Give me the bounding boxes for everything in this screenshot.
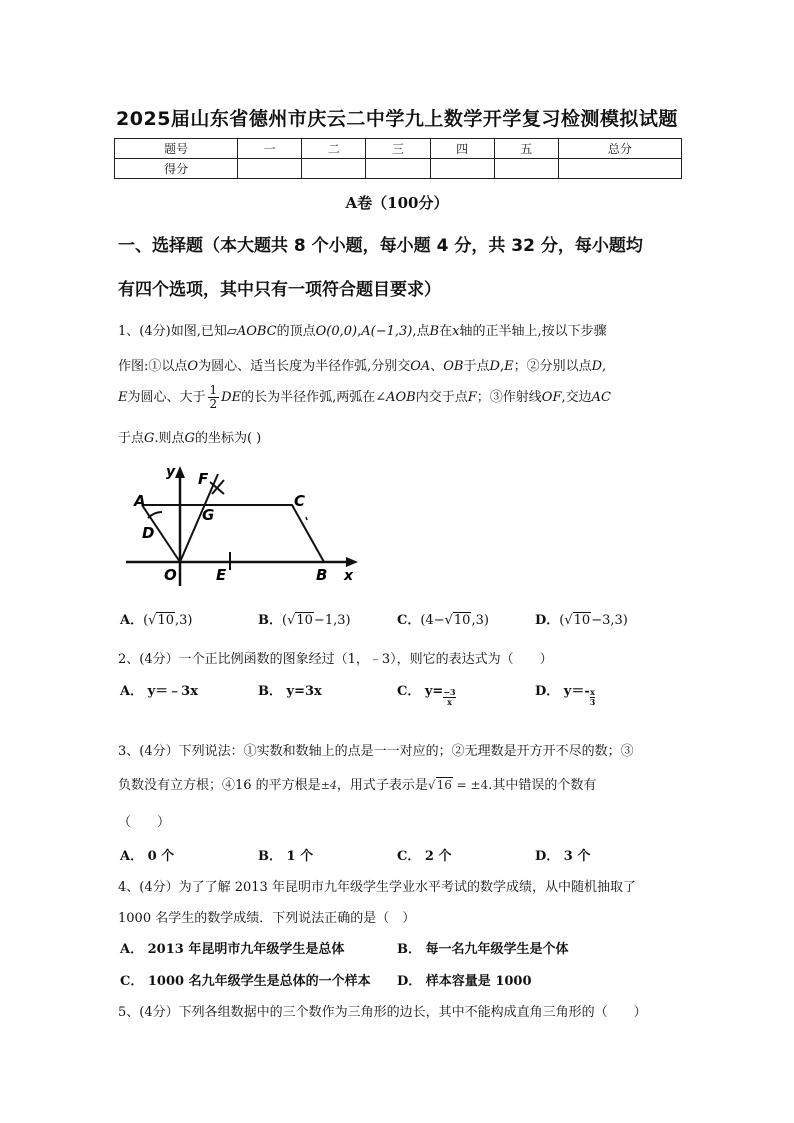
option-text: C． y=	[397, 684, 444, 699]
option-text: ,3)	[175, 613, 193, 628]
score-row-label: 得分	[115, 159, 238, 179]
label-e: E	[216, 566, 227, 584]
label-d: D	[142, 524, 155, 542]
q3-option-a[interactable]: A． 0 个	[120, 849, 175, 864]
q1-fraction	[208, 384, 220, 411]
q1-option-c[interactable]: C．(4−√10,3)	[397, 613, 489, 628]
q1-text: 为圆心、大于	[127, 390, 206, 405]
q1-line3	[118, 384, 611, 411]
option-radicand: 10	[296, 613, 313, 628]
score-cell[interactable]	[366, 159, 430, 179]
q1-text: 、	[430, 359, 444, 374]
option-radicand: 10	[453, 613, 471, 628]
q2-option-d[interactable]	[535, 680, 595, 707]
q4-line1: 4、(4分）为了了解 2013 年昆明市九年级学生学业水平考试的数学成绩，从中随机抽取了	[118, 880, 636, 895]
q3-answer-blank: （ ）	[118, 815, 171, 830]
arc-at-d	[148, 512, 162, 518]
q1-text: ,	[499, 359, 505, 374]
q1-text: 轴的正半轴上,按以下步骤	[459, 324, 607, 339]
q1-math: G	[144, 431, 155, 446]
q1-math: B	[429, 324, 440, 339]
label-a: A	[134, 492, 146, 510]
part1-heading-line2: 有四个选项，其中只有一项符合题目要求）	[118, 280, 441, 300]
label-o: O	[164, 566, 177, 584]
x-axis-arrow-icon	[346, 557, 358, 567]
score-cell[interactable]	[558, 159, 681, 179]
label-b: B	[316, 566, 328, 584]
q1-text: .则点	[154, 431, 185, 446]
score-cell[interactable]	[430, 159, 494, 179]
option-text: (4−	[420, 613, 445, 628]
q1-text: ；③作射线	[476, 390, 542, 405]
option-text: ,3)	[471, 613, 489, 628]
q1-text: 的长为半径作弧,两弧在	[241, 390, 376, 405]
q2-d-fraction	[590, 688, 596, 707]
score-cell[interactable]	[238, 159, 302, 179]
q3-line1: 3、(4分）下列说法：①实数和数轴上的点是一一对应的；②无理数是开方开不尽的数；③	[118, 744, 634, 759]
label-x: x	[344, 568, 354, 584]
option-text: D． y＝-	[535, 684, 590, 699]
q1-text: 于点	[463, 359, 490, 374]
fraction-numerator: 1	[209, 383, 218, 397]
q3-option-d[interactable]: D． 3 个	[535, 849, 591, 864]
q1-math: OF	[541, 390, 562, 405]
label-y: y	[166, 464, 176, 480]
score-header-cell: 四	[430, 139, 494, 159]
page-title: 2025届山东省德州市庆云二中学九上数学开学复习检测模拟试题	[116, 108, 678, 130]
q1-math: x	[452, 324, 460, 339]
q1-math: OA	[410, 359, 431, 374]
score-header-cell: 总分	[558, 139, 681, 159]
q3-line2: 负数没有立方根；④16 的平方根是±4，用式子表示是√16 = ±4.其中错误的个数有	[118, 778, 597, 793]
score-header-cell: 三	[366, 139, 430, 159]
q1-math: G	[184, 431, 195, 446]
score-header-cell: 一	[238, 139, 302, 159]
option-text: (	[282, 613, 288, 628]
q1-math: OB	[443, 359, 464, 374]
score-header-cell: 二	[302, 139, 366, 159]
q1-line2	[118, 355, 606, 374]
q1-math: E	[504, 359, 514, 374]
score-header-cell: 题号	[115, 139, 238, 159]
q1-line4	[118, 427, 261, 446]
q1-text: ,交边	[561, 390, 592, 405]
option-radicand: 10	[157, 613, 175, 628]
option-label: B．	[258, 613, 282, 628]
q2-stem: 2、(4分）一个正比例函数的图象经过（1，﹣3），则它的表达式为（ ）	[118, 652, 553, 667]
option-text: (	[559, 613, 565, 628]
q1-text: 如图,已知▱	[170, 324, 237, 339]
q4-option-d[interactable]: D． 样本容量是 1000	[397, 974, 532, 989]
q2-option-c[interactable]	[397, 680, 456, 707]
score-header-cell: 五	[494, 139, 558, 159]
q5-line1: 5、(4分）下列各组数据中的三个数作为三角形的边长，其中不能构成直角三角形的（ ）	[118, 1005, 647, 1020]
q1-text: 于点	[118, 431, 145, 446]
option-label: C．	[397, 613, 421, 628]
label-f: F	[198, 470, 209, 488]
part1-heading-line1: 一、选择题（本大题共 8 个小题，每小题 4 分，共 32 分，每小题均	[118, 236, 643, 256]
q4-option-c[interactable]: C． 1000 名九年级学生是总体的一个样本	[120, 974, 371, 989]
q1-math: A(−1,3)	[361, 324, 413, 339]
score-cell[interactable]	[494, 159, 558, 179]
q1-math: D	[591, 359, 603, 374]
q1-math: E	[118, 390, 128, 405]
q1-text: ,	[357, 324, 362, 339]
q1-math: AOBC	[236, 324, 277, 339]
q3-radicand: 16	[436, 778, 452, 792]
q1-math: F	[467, 390, 477, 405]
q3-text: .其中错误的个数有	[488, 778, 597, 793]
score-table	[114, 138, 682, 179]
q1-math: D	[489, 359, 500, 374]
q1-option-d[interactable]: D．(√10−3,3)	[535, 613, 628, 628]
q4-option-a[interactable]: A． 2013 年昆明市九年级学生是总体	[120, 942, 345, 957]
option-label: A．	[120, 613, 144, 628]
option-radicand: 10	[573, 613, 591, 628]
score-table-score-row	[115, 159, 682, 179]
q3-option-c[interactable]: C． 2 个	[397, 849, 452, 864]
fraction-denominator: 3	[589, 697, 596, 707]
score-cell[interactable]	[302, 159, 366, 179]
tick-mark	[306, 517, 307, 520]
q1-number: 1、(4分)	[118, 324, 171, 339]
q1-option-b[interactable]: B．(√10−1,3)	[258, 613, 351, 628]
fraction-numerator: x	[590, 687, 595, 697]
option-text: (	[143, 613, 149, 628]
q1-text: 在	[439, 324, 453, 339]
q1-geometry-figure	[118, 460, 358, 590]
q2-option-a[interactable]: A． y＝﹣3x	[120, 684, 198, 699]
q1-option-a[interactable]: A．(√10,3)	[120, 613, 193, 628]
q1-text: 作图:①以点	[118, 359, 188, 374]
q3-text: ，用式子表示是	[336, 778, 428, 793]
option-label: D．	[535, 613, 560, 628]
y-axis-arrow-icon	[175, 466, 185, 478]
q1-math: O(0,0)	[315, 324, 358, 339]
q1-math: O	[187, 359, 199, 374]
q1-text: ；②分别以点	[513, 359, 592, 374]
label-c: C	[294, 492, 306, 510]
q1-math: AC	[591, 390, 611, 405]
q1-text: 的坐标为( )	[194, 431, 262, 446]
q1-text: ,点	[412, 324, 430, 339]
fraction-denominator: x	[447, 697, 452, 707]
q1-math: ∠AOB	[375, 390, 416, 405]
q1-math: DE	[221, 390, 242, 405]
q2-c-fraction	[443, 688, 455, 707]
fraction-numerator: −3	[443, 687, 456, 697]
parallelogram-sides	[142, 505, 324, 562]
q1-text: 为圆心、适当长度为半径作弧,分别交	[198, 359, 411, 374]
q3-text: 负数没有立方根；④16 的平方根是	[118, 778, 321, 793]
option-text: −1,3)	[313, 613, 351, 628]
option-text: −3,3)	[591, 613, 628, 628]
section-a-heading: A卷（100分）	[345, 194, 449, 212]
q4-line2: 1000 名学生的数学成绩．下列说法正确的是（ ）	[118, 911, 416, 926]
q1-text: 内交于点	[415, 390, 468, 405]
q1-line1	[118, 320, 607, 339]
label-g: G	[202, 506, 215, 524]
q3-option-b[interactable]: B． 1 个	[258, 849, 314, 864]
q3-math: = ±4	[452, 778, 489, 792]
score-table-header-row	[115, 139, 682, 159]
fraction-denominator: 2	[209, 397, 218, 411]
q1-text: 的顶点	[276, 324, 316, 339]
q1-text: ,	[602, 359, 607, 374]
q2-option-b[interactable]: B． y=3x	[258, 684, 322, 699]
q4-option-b[interactable]: B． 每一名九年级学生是个体	[397, 942, 569, 957]
q3-math: ±4	[320, 779, 337, 792]
